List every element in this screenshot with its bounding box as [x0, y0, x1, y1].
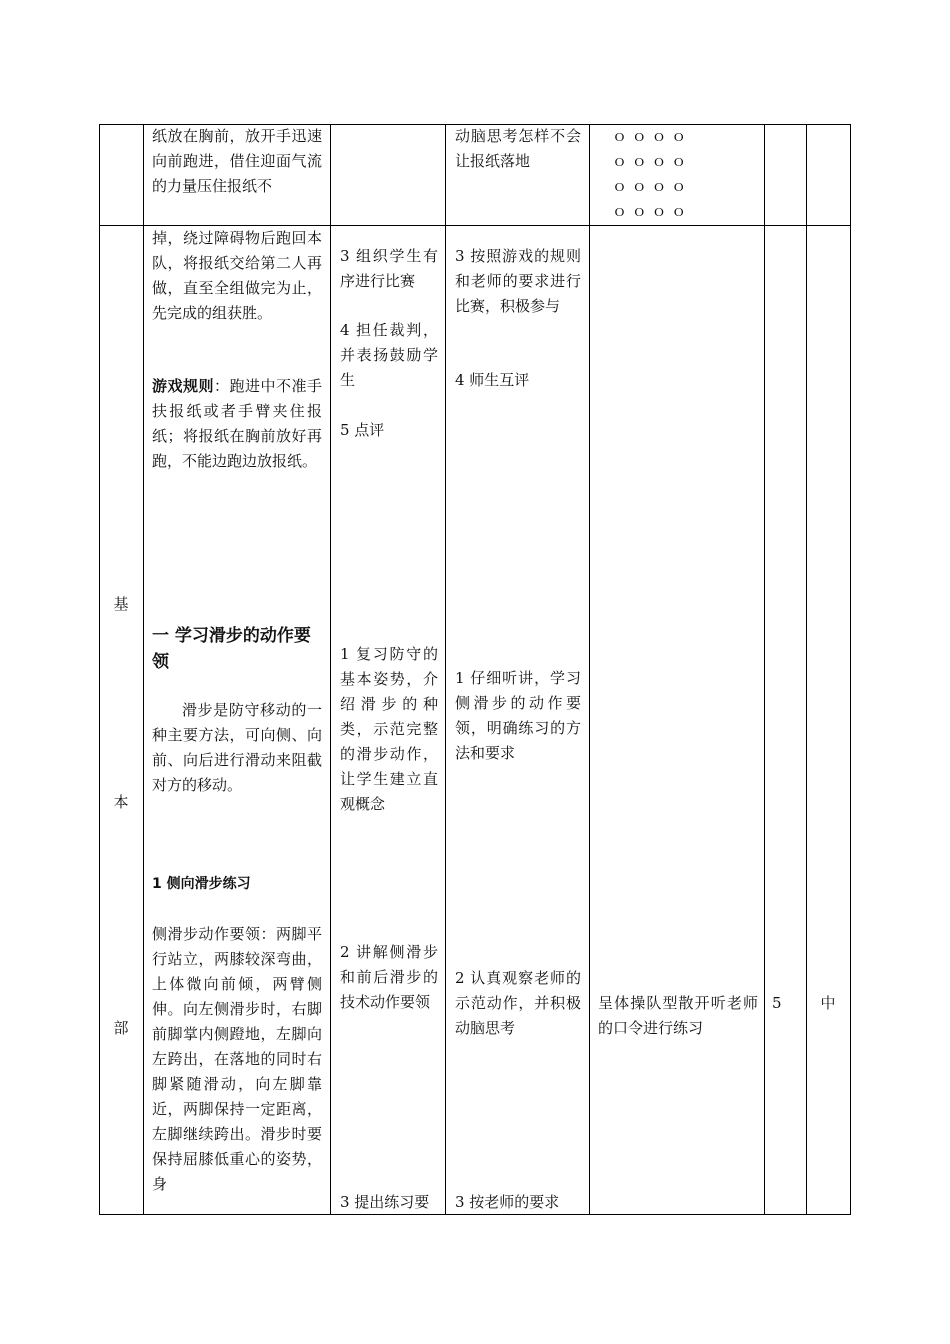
row1-content-text: 纸放在胸前，放开手迅速向前跑进，借住迎面气流的力量压住报纸不 [152, 127, 322, 195]
table-col-divider-3 [445, 124, 446, 1215]
section-label-char: 基 [113, 595, 129, 613]
organization-text: 呈体操队型散开听老师的口令进行练习 [598, 994, 758, 1037]
teacher-step-3b: 3 提出练习要 [340, 1193, 430, 1211]
teacher-step-3: 3 组织学生有序进行比赛 [340, 247, 438, 290]
student-step-2: 2 认真观察老师的示范动作，并积极动脑思考 [455, 969, 581, 1037]
table-col-divider-1 [143, 124, 144, 1215]
section-label-char: 部 [113, 1019, 129, 1037]
table-col-divider-2 [330, 124, 331, 1215]
intensity-value: 中 [820, 994, 836, 1012]
content-detail: 侧滑步动作要领：两脚平行站立，两膝较深弯曲，上体微向前倾，两臂侧伸。向左侧滑步时，右脚前脚掌内侧蹬地，左脚向左跨出，在落地的同时右脚紧随滑动，向左脚靠近，两脚保持一定距离，左脚继续跨出。滑步时要保持屈膝低重心的姿势，身 [152, 925, 322, 1193]
row1-student-text: 动脑思考怎样不会让报纸落地 [455, 127, 581, 170]
table-border-left [99, 124, 100, 1215]
formation-row: ｏ ｏ ｏ ｏ [612, 202, 687, 220]
formation-row: ｏ ｏ ｏ ｏ [612, 177, 687, 195]
student-step-3b: 3 按老师的要求 [455, 1193, 560, 1211]
game-rules [152, 374, 322, 474]
formation-row: ｏ ｏ ｏ ｏ [612, 127, 687, 145]
game-rules-text: ：跑进中不准手扶报纸或者手臂夹住报纸；将报纸在胸前放好再跑，不能边跑边放报纸。 [152, 377, 322, 470]
content-para-1: 掉，绕过障碍物后跑回本队，将报纸交给第二人再做，直至全组做完为止，先完成的组获胜。 [152, 229, 322, 322]
content-intro: 滑步是防守移动的一种主要方法，可向侧、向前、向后进行滑动来阻截对方的移动。 [152, 701, 322, 794]
section-label-char: 本 [113, 793, 129, 811]
table-col-divider-5 [764, 124, 765, 1215]
student-step-3: 3 按照游戏的规则和老师的要求进行比赛，积极参与 [455, 247, 581, 315]
game-rules-label: 游戏规则 [152, 377, 214, 395]
time-value: 5 [772, 994, 782, 1012]
student-step-4: 4 师生互评 [455, 371, 530, 389]
teacher-step-2: 2 讲解侧滑步和前后滑步的技术动作要领 [340, 943, 438, 1011]
formation-diagram [612, 124, 686, 224]
formation-row: ｏ ｏ ｏ ｏ [612, 152, 687, 170]
sub-heading: 1 侧向滑步练习 [152, 876, 251, 892]
teacher-step-1: 1 复习防守的基本姿势，介绍滑步的种类，示范完整的滑步动作，让学生建立直观概念 [340, 645, 438, 813]
section-heading: 一 学习滑步的动作要领 [152, 626, 311, 672]
student-step-1: 1 仔细听讲，学习侧滑步的动作要领，明确练习的方法和要求 [455, 669, 581, 762]
table-border-right [850, 124, 851, 1215]
table-col-divider-6 [806, 124, 807, 1215]
teacher-step-5: 5 点评 [340, 421, 385, 439]
teacher-step-4: 4 担任裁判，并表扬鼓励学生 [340, 321, 438, 389]
table-col-divider-4 [589, 124, 590, 1215]
